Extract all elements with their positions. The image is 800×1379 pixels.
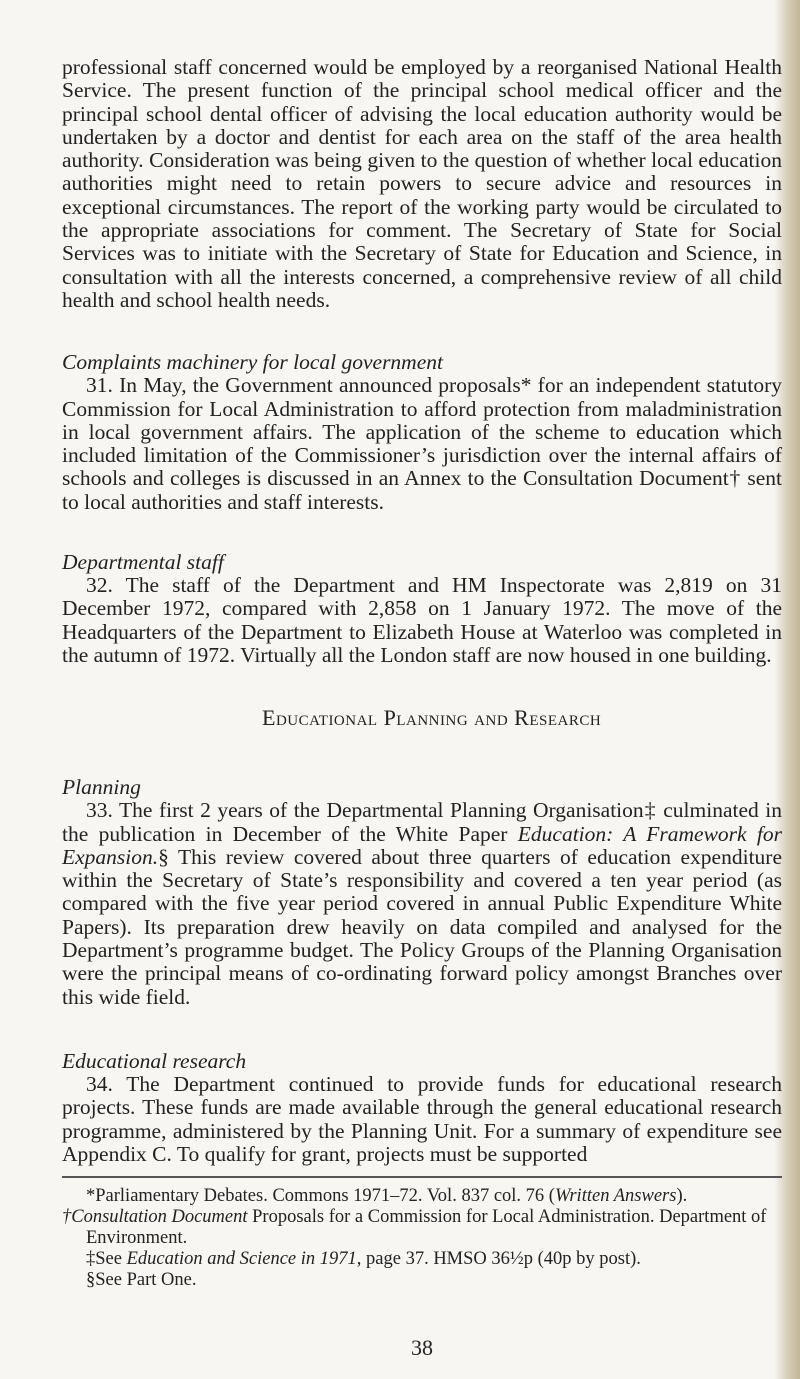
footnote-3: [62, 1249, 782, 1270]
paragraph-33: [62, 799, 782, 1009]
footnote-3-end: , page 37. HMSO 36½p (40p by post).: [356, 1249, 641, 1270]
footnote-2-text: Proposals for a Commission for Local Administration. Department of Environment.: [86, 1207, 767, 1249]
footnote-1: [62, 1186, 782, 1207]
footnote-1-end: ).: [676, 1186, 688, 1207]
heading-complaints-machinery: Complaints machinery for local government: [62, 350, 443, 375]
section-title-planning-research: Educational Planning and Research: [262, 705, 602, 731]
heading-educational-research: Educational research: [62, 1048, 247, 1073]
footnote-1-text: *Parliamentary Debates. Commons 1971–72. Vol. 837 col. 76 (: [86, 1186, 555, 1207]
document-page: [62, 56, 782, 1361]
footnote-2: [62, 1207, 782, 1249]
heading-departmental-staff: Departmental staff: [62, 550, 224, 575]
footnote-1-italic: Written Answers: [554, 1186, 677, 1207]
intro-paragraph: professional staff concerned would be employed by a reorganised National Health Service. The present function of the principal school medical officer and the principal school dental officer of advising the local education authority would be undertaken by a doctor and dentist for each area on the staff of the area health authority. Consideration was being given to the question of whether local education authorities might need to retain powers to secure advice and resources in exceptional circumstances. The report of the working party would be circulated to the appropriate associations for comment. The Secretary of State for Social Services was to initiate with the Secretary of State for Education and Science, in consultation with all the interests concerned, a comprehensive review of all child health and school health needs.: [62, 55, 782, 312]
page-number: 38: [411, 1335, 433, 1361]
footnote-3-text: ‡See: [86, 1249, 127, 1270]
footnote-divider: [62, 1176, 782, 1178]
paragraph-33-white-paper-title: Education: A Framework for Expansion.: [62, 821, 782, 869]
footnote-4: §See Part One.: [86, 1270, 197, 1291]
footnotes: [62, 1186, 782, 1291]
paragraph-33-part-b: § This review covered about three quarters of education expenditure within the Secretary of State’s responsibility and covered a ten year period (as compared with the five year period covered in annual Public Expenditure White Papers). Its preparation drew heavily on data compiled and analysed for the Department’s programme budget. The Policy Groups of the Planning Organisation were the principal means of co-ordinating forward policy amongst Branches over this wide field.: [62, 844, 782, 1009]
heading-planning: Planning: [62, 775, 141, 800]
paragraph-33-part-a: 33. The first 2 years of the Departmental Planning Organisation‡ culminated in the publication in December of the White Paper: [62, 798, 782, 846]
paragraph-32: 32. The staff of the Department and HM Inspectorate was 2,819 on 31 December 1972, compared with 2,858 on 1 January 1972. The move of the Headquarters of the Department to Elizabeth House at Waterloo was completed in the autumn of 1972. Virtually all the London staff are now housed in one building.: [62, 573, 782, 667]
paragraph-34: 34. The Department continued to provide funds for educational research projects. These funds are made available through the general educational research programme, administered by the Planning Unit. For a summary of expenditure see Appendix C. To qualify for grant, projects must be supported: [62, 1071, 782, 1166]
footnote-2-italic: †Consultation Document: [62, 1207, 248, 1228]
footnote-3-italic: Education and Science in 1971: [126, 1249, 357, 1270]
paragraph-31: 31. In May, the Government announced proposals* for an independent statutory Commission for Local Administration to afford protection from maladministration in local government affairs. The application of the scheme to education which included limitation of the Commissioner’s jurisdiction over the internal affairs of schools and colleges is discussed in an Annex to the Consultation Document† sent to local authorities and staff interests.: [62, 373, 782, 514]
